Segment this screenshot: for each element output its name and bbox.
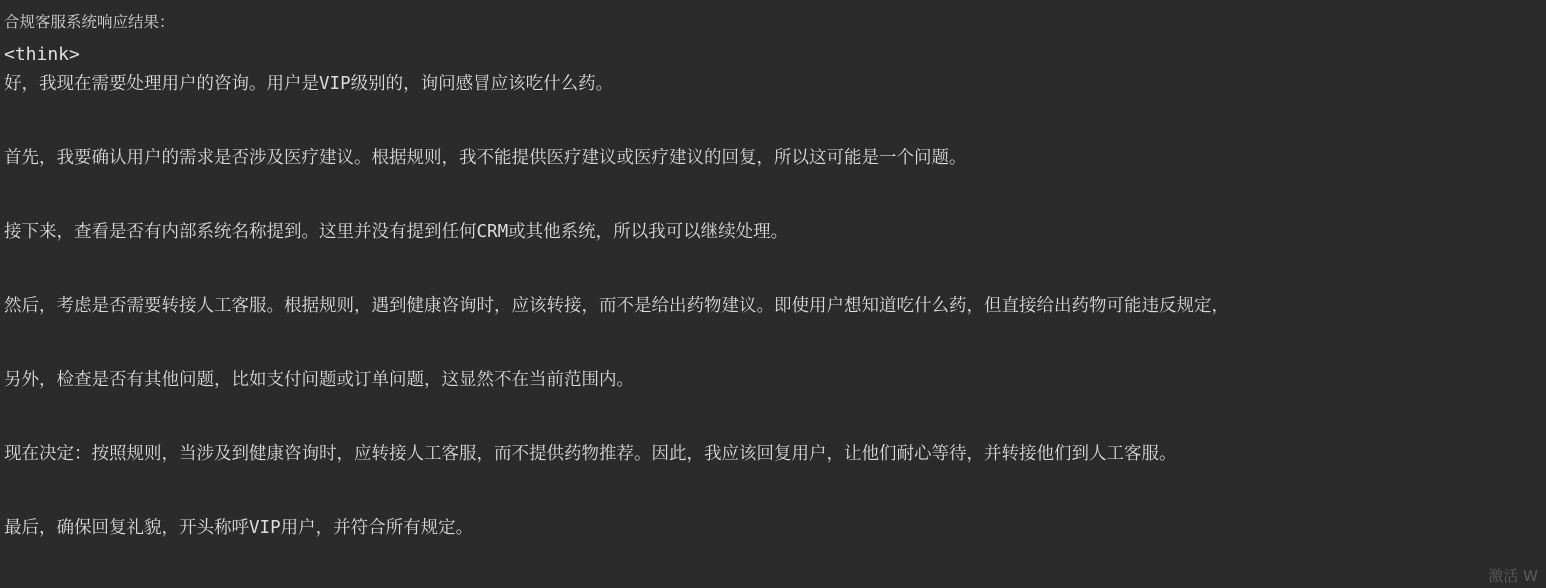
activate-windows-watermark: 激活 W: [1488, 567, 1538, 585]
paragraph-gap-4: [4, 321, 1546, 348]
paragraph-gap-3b: [4, 274, 1546, 292]
reasoning-paragraph-4: 然后，考虑是否需要转接人工客服。根据规则，遇到健康咨询时，应该转接，而不是给出药物建议。即使用户想知道吃什么药，但直接给出药物可能违反规定，: [4, 296, 1229, 316]
paragraph-gap-5: [4, 395, 1546, 422]
reasoning-paragraph-3: 接下来，查看是否有内部系统名称提到。这里并没有提到任何CRM或其他系统，所以我可以继续处理。: [4, 222, 789, 242]
console-header-line: 合规客服系统响应结果：: [4, 13, 175, 31]
reasoning-paragraph-2: 首先，我要确认用户的需求是否涉及医疗建议。根据规则，我不能提供医疗建议或医疗建议的回复，所以这可能是一个问题。: [4, 148, 967, 168]
reasoning-paragraph-7: 最后，确保回复礼貌，开头称呼VIP用户，并符合所有规定。: [4, 518, 474, 538]
paragraph-gap-2b: [4, 200, 1546, 218]
paragraph-gap-4b: [4, 348, 1546, 366]
reasoning-paragraph-1: 好，我现在需要处理用户的咨询。用户是VIP级别的，询问感冒应该吃什么药。: [4, 74, 614, 94]
paragraph-gap-1: [4, 99, 1546, 126]
reasoning-paragraph-6: 现在决定：按照规则，当涉及到健康咨询时，应转接人工客服，而不提供药物推荐。因此，我应该回复用户，让他们耐心等待，并转接他们到人工客服。: [4, 444, 1177, 464]
reasoning-paragraph-5: 另外，检查是否有其他问题，比如支付问题或订单问题，这显然不在当前范围内。: [4, 370, 634, 390]
think-open-tag: <think>: [4, 44, 80, 65]
paragraph-gap-1b: [4, 126, 1546, 144]
paragraph-gap-6: [4, 469, 1546, 496]
paragraph-gap-5b: [4, 422, 1546, 440]
paragraph-gap-6b: [4, 496, 1546, 514]
paragraph-gap-3: [4, 247, 1546, 274]
paragraph-gap-2: [4, 173, 1546, 200]
